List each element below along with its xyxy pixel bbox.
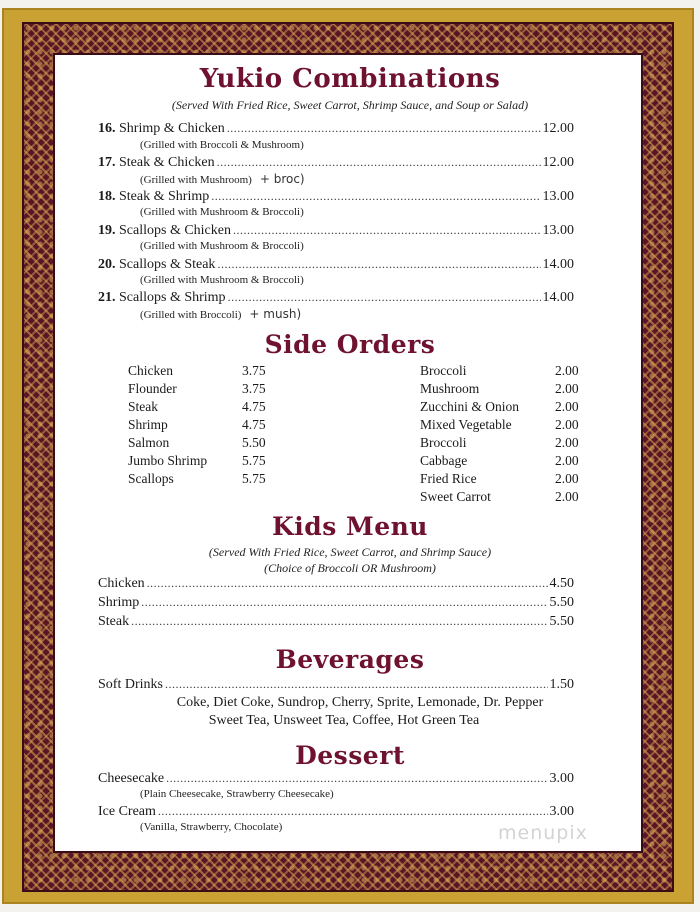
side-orders-title: Side Orders — [264, 330, 436, 359]
combo-price: 12.00 — [542, 155, 574, 170]
dessert-item: Cheesecake ..... 3.00 — [98, 771, 574, 787]
beverage-list-1: Coke, Diet Coke, Sundrop, Cherry, Sprite, Lemonade, Dr. Pepper — [176, 695, 544, 710]
menupix-watermark: menupix — [498, 822, 588, 844]
combo-item: 18. Steak & Shrimp ..... 13.00 — [98, 189, 574, 205]
handwritten-note: + mush) — [249, 307, 302, 321]
kids-item: Steak ..... 5.50 — [98, 614, 574, 630]
beverages-title: Beverages — [275, 645, 425, 674]
combo-desc: (Grilled with Mushroom & Broccoli) — [140, 206, 304, 218]
combinations-title: Yukio Combinations — [199, 64, 501, 94]
combo-price: 13.00 — [542, 223, 574, 238]
beverage-item: Soft Drinks ..... 1.50 — [98, 677, 574, 693]
combo-desc: (Grilled with Mushroom & Broccoli) — [140, 240, 304, 252]
beverage-list-2: Sweet Tea, Unsweet Tea, Coffee, Hot Green Tea — [208, 713, 480, 728]
kids-menu-title: Kids Menu — [272, 512, 428, 541]
kids-subtitle-2: (Choice of Broccoli OR Mushroom) — [264, 561, 436, 575]
combo-desc: (Grilled with Mushroom) + broc) — [140, 172, 305, 186]
combo-item: 20. Scallops & Steak ..... 14.00 — [98, 257, 574, 273]
dessert-item: Ice Cream ..... 3.00 — [98, 804, 574, 820]
combo-desc: (Grilled with Broccoli & Mushroom) — [140, 139, 304, 151]
dessert-title: Dessert — [295, 741, 405, 770]
combo-item: 21. Scallops & Shrimp ..... 14.00 — [98, 290, 574, 306]
combo-desc: (Grilled with Mushroom & Broccoli) — [140, 274, 304, 286]
handwritten-note: + broc) — [259, 172, 305, 186]
kids-subtitle-1: (Served With Fried Rice, Sweet Carrot, and Shrimp Sauce) — [208, 545, 492, 559]
menu-page: Yukio Combinations (Served With Fried Rice, Sweet Carrot, Shrimp Sauce, and Soup or Salad) 16. Shrimp & Chicken ..... 12.00 (Grilled with Broccoli & Mushroom) 17. Steak & Chicken ..... 12.00 (Grilled with Mushroom) + broc) 18. Steak & Shrimp ..... 13.00 (Grilled with Mushroom & Broccoli) 19. Scallops & Chicken ..... 13.00 (Grilled with Mushroom & Broccoli) 20. Scallops & Steak ..... 14.00 (Grilled with Mushroom & Broccoli) 21. Scallops & Shrimp ..... 14.00 (Grilled with Broccoli) + mush) Side Orders Chicken 3.75 Flounder 3.75 Steak 4.75 Shrimp 4.75 Salmon 5.50 Jumbo Shrimp 5.75 Scallops 5.75 Broccoli 2.00 Mushroom 2.00 Zucchini & Onion 2.00 Mixed Vegetable 2.00 Broccoli 2.00 Cabbage 2.00 Fried Rice 2.00 Sweet Carrot 2.00 Kids Menu (Served With Fried Rice, Sweet Carrot, and Shrimp Sauce) (Choice of Broccoli OR Mushroom) Chicken ..... 4.50 Shrimp ..... 5.50 Steak ..... 5.50 Beverages Soft Drinks ..... 1.50 Coke, Diet Coke, Sundrop, Cherry, Sprite, Lemonade, Dr. Pepper Sweet Tea, Unsweet Tea, Coffee, Hot Green Tea Dessert Cheesecake ..... 3.00 (Plain Cheesecake, Strawberry Cheesecake) Ice Cream ..... 3.00 (Vanilla, Strawberry, Chocolate) menupix — [0, 0, 700, 912]
combo-desc: (Grilled with Broccoli) + mush) — [140, 307, 302, 321]
combo-item: 17. Steak & Chicken ..... 12.00 — [98, 155, 574, 171]
combo-price: 12.00 — [542, 121, 574, 136]
kids-item: Shrimp ..... 5.50 — [98, 595, 574, 611]
combo-item: 19. Scallops & Chicken ..... 13.00 — [98, 223, 574, 239]
kids-item: Chicken ..... 4.50 — [98, 576, 574, 592]
combo-price: 14.00 — [542, 257, 574, 272]
combo-price: 13.00 — [542, 189, 574, 204]
dessert-desc: (Vanilla, Strawberry, Chocolate) — [140, 821, 283, 833]
combo-price: 14.00 — [542, 290, 574, 305]
combo-item: 16. Shrimp & Chicken ..... 12.00 — [98, 121, 574, 137]
combinations-subtitle: (Served With Fried Rice, Sweet Carrot, Shrimp Sauce, and Soup or Salad) — [171, 98, 529, 112]
dessert-desc: (Plain Cheesecake, Strawberry Cheesecake) — [140, 788, 334, 800]
